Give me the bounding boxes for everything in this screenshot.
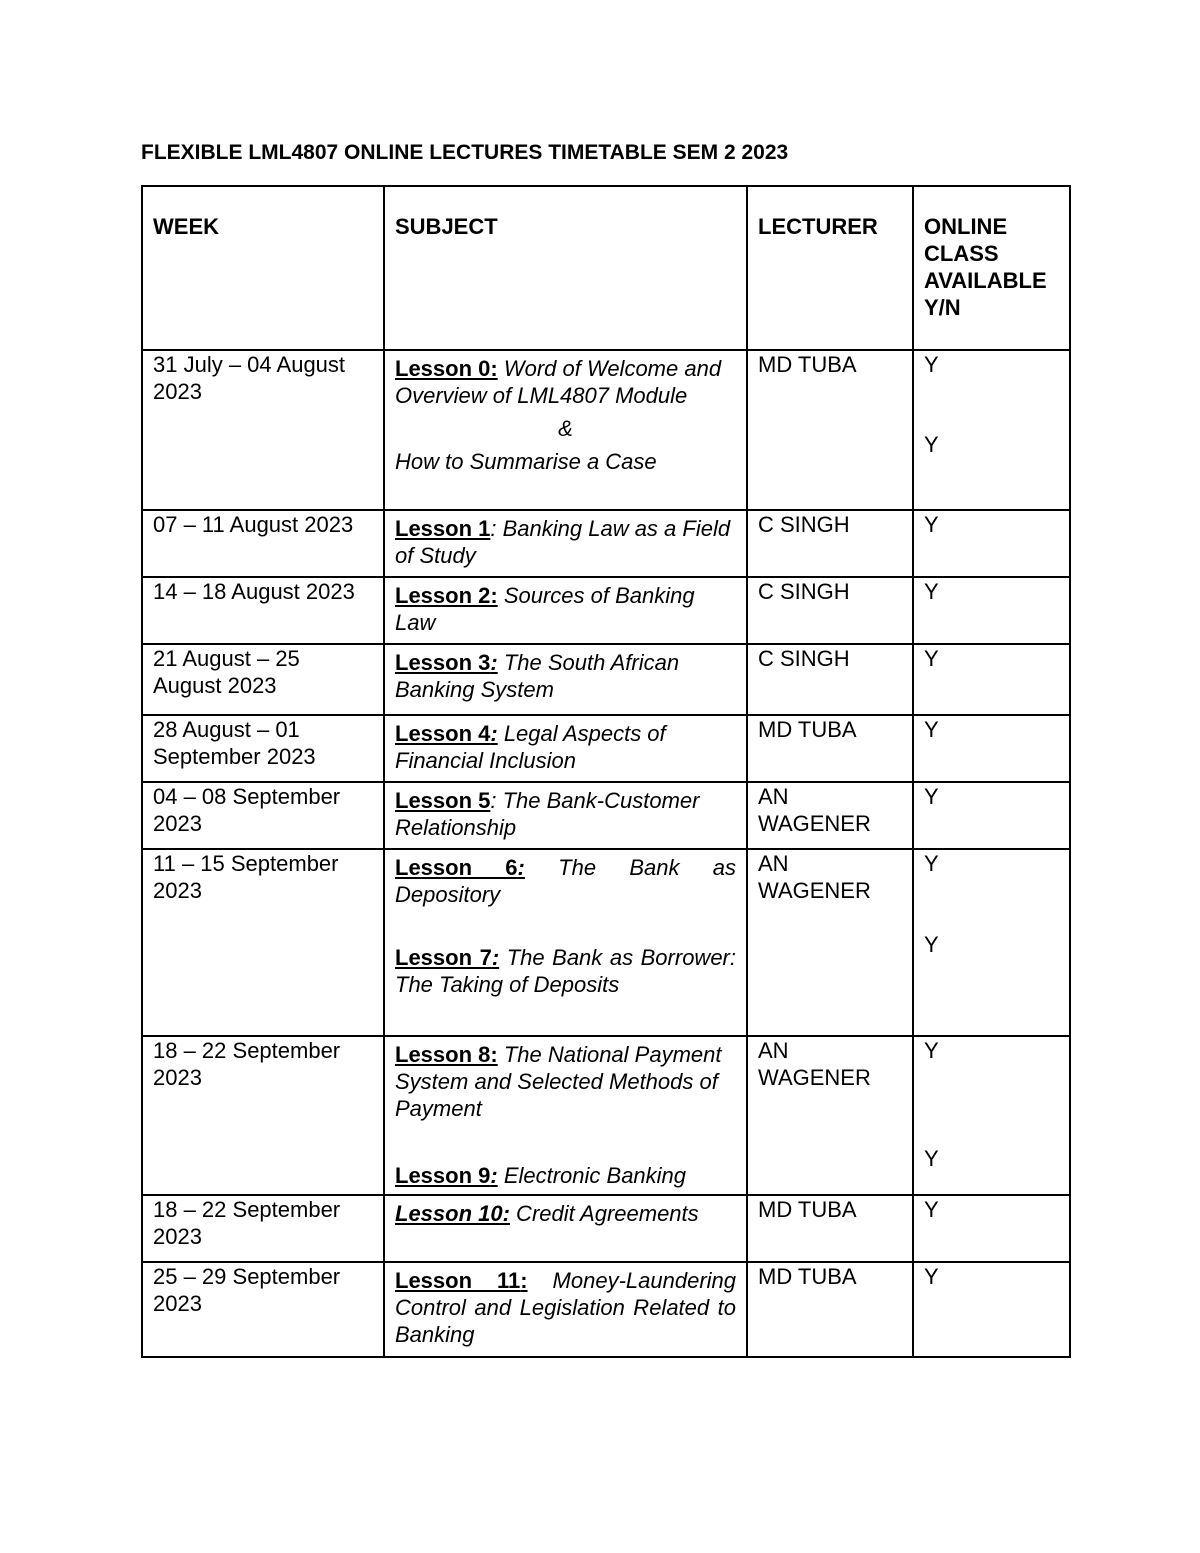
subject-cell	[384, 510, 747, 577]
spacer	[395, 908, 736, 944]
availability-cell: Y	[913, 577, 1070, 644]
week-cell: 04 – 08 September 2023	[142, 782, 384, 849]
header-lecturer: LECTURER	[747, 186, 913, 350]
lecturer-cell: C SINGH	[747, 510, 913, 577]
subject-cell	[384, 849, 747, 1036]
spacer	[395, 1122, 736, 1162]
week-cell: 21 August – 25 August 2023	[142, 644, 384, 715]
lesson-label: Lesson 0:	[395, 356, 498, 381]
lesson-topic: Legal Aspects of Financial Inclusion	[395, 721, 666, 773]
lesson-topic: The National Payment System and Selected Methods of Payment	[395, 1042, 722, 1121]
page-title: FLEXIBLE LML4807 ONLINE LECTURES TIMETABLE SEM 2 2023	[141, 141, 789, 164]
lesson-label: Lesson 7	[395, 945, 492, 970]
table-row	[142, 849, 1070, 1036]
subject-cell	[384, 1262, 747, 1357]
lesson-entry	[395, 1162, 736, 1189]
lesson-entry	[395, 720, 736, 774]
header-week: WEEK	[142, 186, 384, 350]
lesson-topic: The Bank as Borrower: The Taking of Deposits	[395, 945, 736, 997]
lesson-label: Lesson 6	[395, 855, 518, 880]
table-row	[142, 510, 1070, 577]
lecturer-cell: C SINGH	[747, 577, 913, 644]
lecturer-cell: MD TUBA	[747, 350, 913, 510]
availability-value: Y	[924, 932, 939, 957]
header-online-line4: Y/N	[924, 295, 961, 320]
lesson-entry	[395, 582, 736, 636]
week-cell: 11 – 15 September 2023	[142, 849, 384, 1036]
header-subject: SUBJECT	[384, 186, 747, 350]
availability-value: Y	[924, 1038, 939, 1063]
lesson-topic: The South African Banking System	[395, 650, 680, 702]
timetable	[141, 185, 1071, 1358]
week-cell: 14 – 18 August 2023	[142, 577, 384, 644]
lesson-label: Lesson 9	[395, 1163, 491, 1188]
lesson-sep: :	[490, 788, 497, 813]
week-cell: 28 August – 01 September 2023	[142, 715, 384, 782]
subject-cell	[384, 577, 747, 644]
table-row	[142, 1195, 1070, 1262]
lesson-entry	[395, 649, 736, 703]
lesson-sep: :	[490, 650, 498, 675]
availability-cell	[913, 1036, 1070, 1195]
subject-cell	[384, 350, 747, 510]
table-row	[142, 350, 1070, 510]
subject-cell	[384, 782, 747, 849]
lesson-topic: The Bank as Depository	[395, 855, 736, 907]
lesson-label: Lesson 8:	[395, 1042, 498, 1067]
week-cell: 25 – 29 September 2023	[142, 1262, 384, 1357]
week-cell: 31 July – 04 August 2023	[142, 350, 384, 510]
lecturer-cell: MD TUBA	[747, 1195, 913, 1262]
lesson-label: Lesson 3	[395, 650, 491, 675]
subject-cell	[384, 1036, 747, 1195]
lesson-sep: :	[491, 945, 500, 970]
lesson-sep: :	[490, 1163, 498, 1188]
lesson-sep: :	[517, 855, 525, 880]
availability-cell: Y	[913, 715, 1070, 782]
header-online-line2: CLASS	[924, 241, 999, 266]
header-online-class	[913, 186, 1070, 350]
availability-value: Y	[924, 851, 939, 876]
lesson-entry	[395, 355, 736, 409]
lesson-topic: Credit Agreements	[509, 1201, 699, 1226]
lesson-entry	[395, 787, 736, 841]
lesson-topic: Banking Law as a Field of Study	[395, 516, 731, 568]
subject-cell	[384, 644, 747, 715]
table-row	[142, 715, 1070, 782]
availability-value: Y	[924, 352, 939, 377]
lecturer-cell: C SINGH	[747, 644, 913, 715]
availability-value: Y	[924, 432, 939, 457]
lesson-label: Lesson 4	[395, 721, 491, 746]
lesson-entry	[395, 515, 736, 569]
lesson-topic: Electronic Banking	[497, 1163, 687, 1188]
lecturer-cell: MD TUBA	[747, 1262, 913, 1357]
lesson-entry	[395, 854, 736, 908]
lesson-label: Lesson 1	[395, 516, 491, 541]
lesson-topic: How to Summarise a Case	[395, 449, 657, 474]
lesson-label: Lesson 5	[395, 788, 491, 813]
availability-cell: Y	[913, 510, 1070, 577]
header-online-line3: AVAILABLE	[924, 268, 1047, 293]
lesson-label: Lesson 2:	[395, 583, 498, 608]
lesson-topic: Sources of Banking Law	[395, 583, 695, 635]
week-cell: 18 – 22 September 2023	[142, 1036, 384, 1195]
table-row	[142, 644, 1070, 715]
lesson-label: Lesson 10:	[395, 1201, 510, 1226]
lesson-label: Lesson 11	[395, 1268, 521, 1293]
lecturer-cell: AN WAGENER	[747, 782, 913, 849]
table-row	[142, 577, 1070, 644]
availability-cell	[913, 350, 1070, 510]
lesson-topic: Word of Welcome and Overview of LML4807 Module	[395, 356, 722, 408]
subject-cell	[384, 1195, 747, 1262]
table-row	[142, 1036, 1070, 1195]
lesson-topic: The Bank-Customer Relationship	[395, 788, 700, 840]
header-online-line1: ONLINE	[924, 214, 1008, 239]
lecturer-cell: MD TUBA	[747, 715, 913, 782]
lesson-sep: :	[490, 721, 498, 746]
lesson-entry	[395, 944, 736, 998]
lecturer-cell: AN WAGENER	[747, 1036, 913, 1195]
availability-cell	[913, 849, 1070, 1036]
availability-cell: Y	[913, 644, 1070, 715]
lecturer-cell: AN WAGENER	[747, 849, 913, 1036]
week-cell: 07 – 11 August 2023	[142, 510, 384, 577]
table-row	[142, 1262, 1070, 1357]
availability-cell: Y	[913, 782, 1070, 849]
subject-cell	[384, 715, 747, 782]
availability-cell: Y	[913, 1195, 1070, 1262]
lesson-sep: :	[490, 516, 497, 541]
lesson-entry	[395, 1041, 736, 1122]
lesson-entry	[395, 1267, 736, 1348]
lesson-entry	[395, 1200, 736, 1227]
lesson-sep: :	[520, 1268, 528, 1293]
week-cell: 18 – 22 September 2023	[142, 1195, 384, 1262]
table-row	[142, 782, 1070, 849]
header-row	[142, 186, 1070, 350]
ampersand: &	[558, 416, 573, 441]
lesson-topic: Money-Laundering Control and Legislation Related to Banking	[395, 1268, 736, 1347]
availability-value: Y	[924, 1146, 939, 1171]
availability-cell: Y	[913, 1262, 1070, 1357]
